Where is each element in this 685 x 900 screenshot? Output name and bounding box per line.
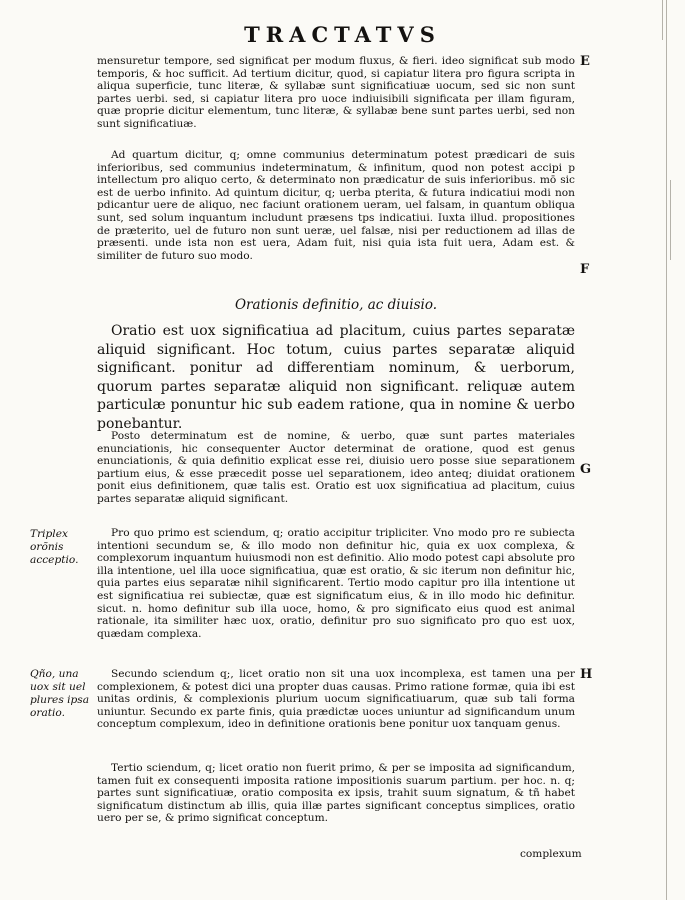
margin-letter-h: H <box>580 667 593 682</box>
margin-letter-f: F <box>580 262 590 277</box>
definition-paragraph <box>97 322 575 433</box>
paragraph-text: Pro quo primo est sciendum, q; oratio accipitur tripliciter. Vno modo pro re subiecta intentioni secundum se, & illo modo non definitur hic, quia ex uox complexa, & complexorum inquantum huiusmodi non est definitio. Alio modo potest capi absolute pro illa intentione, uel illa uoce significatiua, quæ est oratio, & sic iterum non definitur hic, quia partes eius separatæ nihil significarent. Tertio modo capitur pro illa intentione ut est significatiua rei subiectæ, quæ est significatum eius, & in illo modo hic definitur. sicut. n. homo definitur sub illa uoce, homo, & pro significato eius quod est animal rationale, ita similiter hæc uox, oratio, definitur pro suo significato pro quo est uox, quædam complexa. <box>97 527 575 640</box>
page-edge-line <box>666 0 667 900</box>
paragraph-4 <box>97 527 575 640</box>
paragraph-5 <box>97 668 575 731</box>
paragraph-text: Posto determinatum est de nomine, & uerbo, quæ sunt partes materiales enunciationis, hic consequenter Auctor determinat de oratione, quod est genus enunciationis, & quia definitio explicat esse rei, diuisio uero posse siue separationem partium eius, & esse præcedit posse uel separationem, ideo anteq; diuidat orationem ponit eius definitionem, quæ talis est. Oratio est uox significatiua ad placitum, cuius partes separatæ aliquid significant. <box>97 430 575 505</box>
paragraph-2 <box>97 149 575 262</box>
paragraph-text: Secundo sciendum q;, licet oratio non sit una uox incomplexa, est tamen una per complexionem, & potest dici una propter duas causas. Primo ratione formæ, quia ibi est unitas ordinis, & complexionis plurium uocum significatiuarum, quæ sub tali forma uniuntur. Secundo ex parte finis, quia prædictæ uoces uniuntur ad significandum unum conceptum complexum, ideo in definitione orationis bene ponitur uox tanquam genus. <box>97 668 575 731</box>
running-head: TRACTATVS <box>244 22 441 47</box>
paragraph-1 <box>97 55 575 131</box>
paragraph-text: mensuretur tempore, sed significat per modum fluxus, & fieri. ideo significat sub modo temporis, & hoc sufficit. Ad tertium dicitur, quod, si capiatur litera pro figura scripta in aliqua superficie, tunc literæ, & syllabæ sunt significatiuæ uocum, sed sic non sunt partes uerbi. sed, si capiatur litera pro uoce indiuisibili significata per illam figuram, quæ proprie dicitur elementum, tunc literæ, & syllabæ bene sunt partes uerbi, sed non sunt significatiuæ. <box>97 55 575 130</box>
catchword: complexum <box>520 848 582 860</box>
page-edge-line <box>670 180 671 260</box>
side-note-triplex: Triplex orõnis acceptio. <box>30 528 79 566</box>
paragraph-3 <box>97 430 575 506</box>
section-heading: Orationis definitio, ac diuisio. <box>234 297 438 313</box>
paragraph-6 <box>97 762 575 825</box>
side-note-una-uox: Qño, una uox sit uel plures ipsa oratio. <box>30 668 90 719</box>
margin-letter-g: G <box>580 462 592 477</box>
margin-letter-e: E <box>580 54 590 69</box>
paragraph-text: Ad quartum dicitur, q; omne communius determinatum potest prædicari de suis inferioribus, sed communius indeterminatum, & infinitum, quod non potest accipi p intellectum pro aliquo certo, & determinato non prædicatur de suis inferioribus. mō sic est de uerbo infinito. Ad quintum dicitur, q; uerba pterita, & futura indicatiui modi non pdicantur uere de aliquo, nec faciunt orationem ueram, uel falsam, in quantum obliqua sunt, sed solum inquantum includunt præsens tps indicatiui. Iuxta illud. propositiones de præterito, uel de futuro non sunt ueræ, uel falsæ, nisi per reductionem ad illas de præsenti. unde ista non est uera, Adam fuit, nisi quia ista fuit uera, Adam est. & similiter de futuro suo modo. <box>97 149 575 262</box>
paragraph-text: Tertio sciendum, q; licet oratio non fuerit primo, & per se imposita ad significandum, tamen fuit ex consequenti imposita ratione impositionis suarum partium. per hoc. n. q; partes sunt significatiuæ, oratio composita ex ipsis, trahit suum signatum, & tñ habet significatum distinctum ab illis, quia illæ partes significant conceptus simplices, oratio uero per se, & primo significat conceptum. <box>97 762 575 825</box>
definition-text: Oratio est uox significatiua ad placitum, cuius partes separatæ aliquid significant. Hoc totum, cuius partes separatæ aliquid significant. ponitur ad differentiam nominum, & uerborum, quorum partes separatæ aliquid non significant. reliquæ autem particulæ ponuntur hic sub eadem ratione, qua in nomine & uerbo ponebantur. <box>97 323 575 432</box>
